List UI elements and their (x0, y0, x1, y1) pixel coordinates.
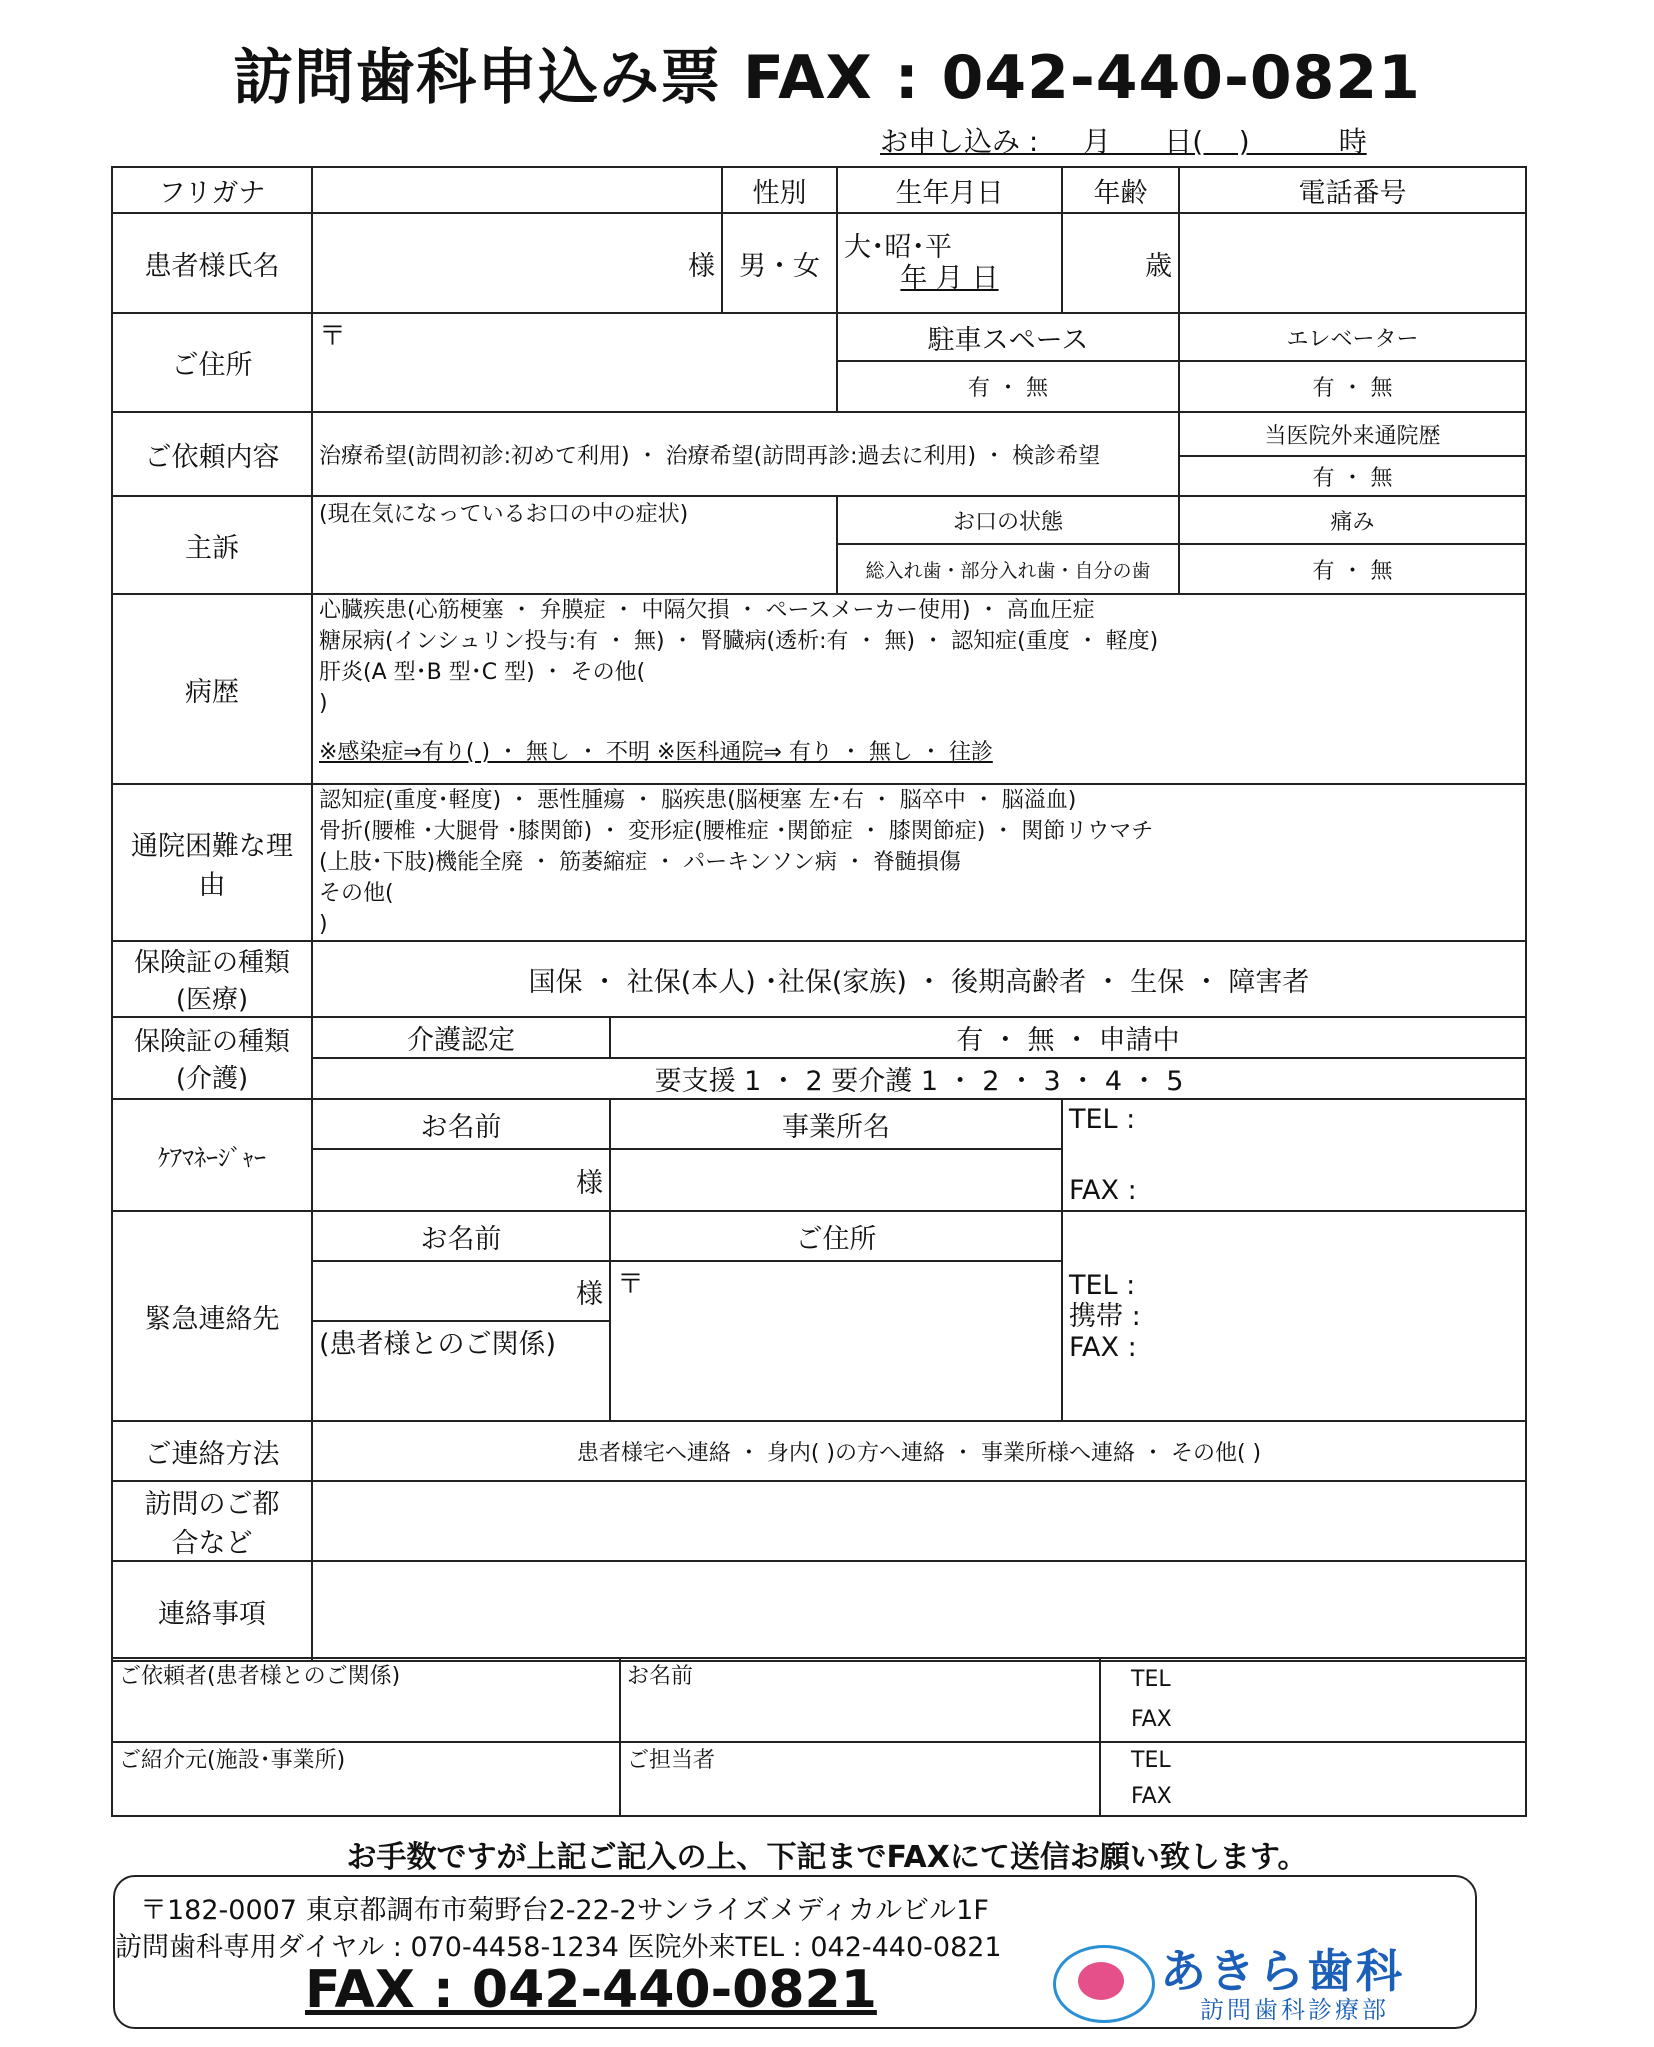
outpatient-label: 当医院外来通院歴 (1179, 412, 1526, 456)
relation-hint: (患者様とのご関係) (319, 1329, 557, 1360)
notes-field[interactable] (312, 1561, 1526, 1661)
history-field[interactable] (312, 594, 1526, 784)
contact-method-label: ご連絡方法 (112, 1421, 312, 1481)
history-line: 肝炎(A 型･B 型･C 型) ・ その他( (319, 660, 646, 685)
care-manager-name-field[interactable] (312, 1149, 610, 1211)
mouth-label: お口の状態 (837, 496, 1179, 544)
difficulty-line: その他( (319, 881, 394, 906)
postal-mark: 〒 (617, 1269, 644, 1300)
form-title: 訪問歯科申込み票 FAX : 042-440-0821 (233, 43, 1421, 113)
referrer-contact[interactable] (1100, 1742, 1526, 1816)
history-line: 心臓疾患(心筋梗塞 ・ 弁膜症 ・ 中隔欠損 ・ ペースメーカー使用) ・ 高血圧症 (319, 598, 1095, 623)
pain-options[interactable]: 有 ・ 無 (1179, 544, 1526, 594)
clinic-fax: FAX : 042-440-0821 (305, 1960, 877, 2020)
pain-label: 痛み (1179, 496, 1526, 544)
care-levels[interactable]: 要支援 1 ・ 2 要介護 1 ・ 2 ・ 3 ・ 4 ・ 5 (312, 1058, 1526, 1099)
difficulty-line: ) (319, 912, 328, 937)
patient-name-label: 患者様氏名 (112, 213, 312, 313)
requester-contact[interactable] (1100, 1658, 1526, 1742)
complaint-label: 主訴 (112, 496, 312, 594)
complaint-field[interactable] (312, 496, 837, 594)
requester-table (111, 1657, 1527, 1817)
complaint-hint: (現在気になっているお口の中の症状) (319, 502, 689, 527)
postal-mark: 〒 (319, 321, 346, 352)
birthdate-field[interactable] (837, 213, 1062, 313)
care-insurance-label: 保険証の種類(介護) (112, 1017, 312, 1099)
medical-insurance-options[interactable]: 国保 ・ 社保(本人) ･社保(家族) ・ 後期高齢者 ・ 生保 ・ 障害者 (312, 941, 1526, 1017)
care-manager-contact[interactable] (1062, 1099, 1526, 1211)
address-label: ご住所 (112, 313, 312, 412)
notes-label: 連絡事項 (112, 1561, 312, 1661)
tel-label: TEL : (1069, 1104, 1136, 1135)
birthdate-ymd: 年 月 日 (900, 263, 999, 294)
mouth-options[interactable]: 総入れ歯・部分入れ歯・自分の歯 (837, 544, 1179, 594)
honorific: 様 (576, 1167, 603, 1199)
age-unit: 歳 (1145, 250, 1172, 282)
mobile-label: 携帯 : (1069, 1300, 1141, 1332)
fax-label: FAX (1131, 1707, 1172, 1732)
address-field[interactable] (312, 313, 837, 412)
sex-header: 性別 (722, 167, 837, 213)
tel-label: TEL (1131, 1748, 1171, 1773)
clinic-logo-sub: 訪問歯科診療部 (1200, 1996, 1389, 2024)
history-line: ) (319, 691, 328, 716)
clinic-phones: 訪問歯科専用ダイヤル : 070-4458-1234 医院外来TEL : 042-440-0821 (115, 1932, 1002, 1963)
application-date: お申し込み : 月 日( ) 時 (880, 125, 1367, 158)
birthdate-header: 生年月日 (837, 167, 1062, 213)
footer-notice: お手数ですが上記ご記入の上、下記までFAXにて送信お願い致します。 (346, 1840, 1308, 1875)
furigana-field[interactable] (312, 167, 722, 213)
era-options: 大･昭･平 (844, 232, 952, 263)
emergency-address-label: ご住所 (610, 1211, 1062, 1261)
honorific: 様 (576, 1278, 603, 1310)
difficulty-line: 認知症(重度･軽度) ・ 悪性腫瘍 ・ 脳疾患(脳梗塞 左･右 ・ 脳卒中 ・ 脳溢血) (319, 788, 1077, 813)
history-label: 病歴 (112, 594, 312, 784)
emergency-contact[interactable] (1062, 1211, 1526, 1421)
elevator-label: エレベーター (1179, 313, 1526, 361)
requester-name[interactable]: お名前 (620, 1658, 1100, 1742)
fax-label: FAX : (1069, 1175, 1137, 1206)
difficulty-field[interactable] (312, 784, 1526, 941)
emergency-label: 緊急連絡先 (112, 1211, 312, 1421)
elevator-options[interactable]: 有 ・ 無 (1179, 361, 1526, 412)
emergency-name-field[interactable] (312, 1261, 610, 1321)
fax-label: FAX (1131, 1784, 1172, 1809)
care-manager-label: ｹｱﾏﾈｰｼﾞｬｰ (112, 1099, 312, 1211)
difficulty-label: 通院困難な理由 (112, 784, 312, 941)
phone-field[interactable] (1179, 213, 1526, 313)
fax-label: FAX : (1069, 1331, 1137, 1363)
outpatient-options[interactable]: 有 ・ 無 (1179, 456, 1526, 496)
age-header: 年齢 (1062, 167, 1179, 213)
difficulty-line: (上肢･下肢)機能全廃 ・ 筋萎縮症 ・ パーキンソン病 ・ 脊髄損傷 (319, 850, 961, 875)
care-cert-options[interactable]: 有 ・ 無 ・ 申請中 (610, 1017, 1526, 1058)
medical-insurance-label: 保険証の種類(医療) (112, 941, 312, 1017)
history-line: 糖尿病(インシュリン投与:有 ・ 無) ・ 腎臓病(透析:有 ・ 無) ・ 認知症(重度 ・ 軽度) (319, 629, 1159, 654)
visit-field[interactable] (312, 1481, 1526, 1561)
honorific: 様 (688, 250, 715, 282)
care-cert-label: 介護認定 (312, 1017, 610, 1058)
tel-label: TEL : (1069, 1269, 1136, 1301)
request-options[interactable]: 治療希望(訪問初診:初めて利用) ・ 治療希望(訪問再診:過去に利用) ・ 検診希望 (312, 412, 1179, 496)
emergency-address-field[interactable] (610, 1261, 1062, 1421)
parking-options[interactable]: 有 ・ 無 (837, 361, 1179, 412)
sex-options[interactable]: 男・女 (722, 213, 837, 313)
phone-header: 電話番号 (1179, 167, 1526, 213)
parking-label: 駐車スペース (837, 313, 1179, 361)
clinic-address: 〒182-0007 東京都調布市菊野台2-22-2サンライズメディカルビル1F (140, 1895, 989, 1926)
furigana-label: フリガナ (112, 167, 312, 213)
patient-name-field[interactable] (312, 213, 722, 313)
emergency-name-label: お名前 (312, 1211, 610, 1261)
tel-label: TEL (1131, 1667, 1171, 1692)
referrer-label[interactable]: ご紹介元(施設･事業所) (112, 1742, 620, 1816)
request-label: ご依頼内容 (112, 412, 312, 496)
visit-label: 訪問のご都合など (112, 1481, 312, 1561)
referrer-person[interactable]: ご担当者 (620, 1742, 1100, 1816)
care-office-label: 事業所名 (610, 1099, 1062, 1149)
requester-label[interactable]: ご依頼者(患者様とのご関係) (112, 1658, 620, 1742)
main-form (111, 166, 1527, 1662)
contact-method-options[interactable]: 患者様宅へ連絡 ・ 身内( )の方へ連絡 ・ 事業所様へ連絡 ・ その他( ) (312, 1421, 1526, 1481)
age-field[interactable] (1062, 213, 1179, 313)
care-manager-name-label: お名前 (312, 1099, 610, 1149)
tooth-icon (1078, 1962, 1124, 2000)
difficulty-line: 骨折(腰椎 ･大腿骨 ･膝関節) ・ 変形症(腰椎症 ･関節症 ・ 膝関節症) ・ 関節リウマチ (319, 819, 1154, 844)
care-office-field[interactable] (610, 1149, 1062, 1211)
emergency-relation-field[interactable] (312, 1321, 610, 1421)
history-line: ※感染症⇒有り( ) ・ 無し ・ 不明 ※医科通院⇒ 有り ・ 無し ・ 往診 (319, 740, 993, 765)
clinic-logo-name: あきら歯科 (1160, 1944, 1405, 1998)
